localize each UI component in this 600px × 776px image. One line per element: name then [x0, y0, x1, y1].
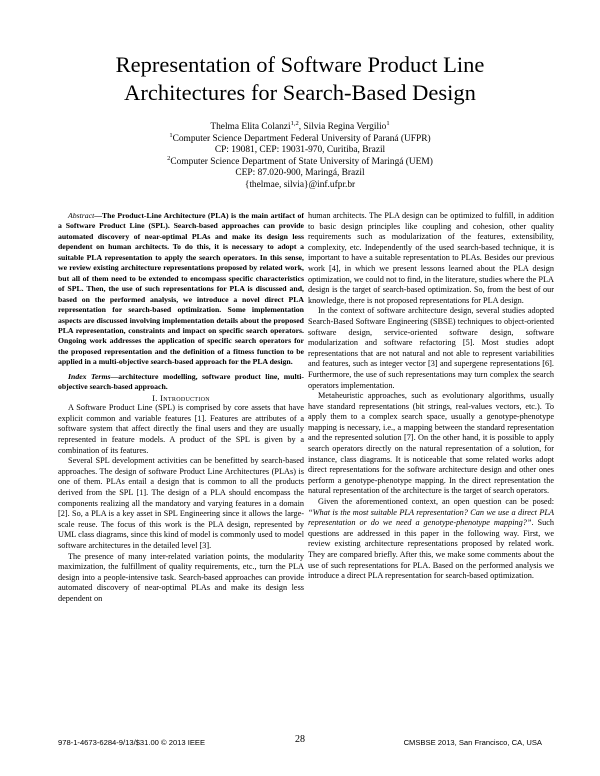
paragraph: human architects. The PLA design can be optimized to fulfill, in addition to basic design principles like coupling and cohesion, other quality requirements such as modularization of the features, extensibility, complexity, etc. Independently of the used search-based technique, it is important to have a suitable representation to PLAs. Besides our previous work [4], in which we present lessons learned about the PLA design optimization, we could not to find, in the literature, studies where the PLA design is the target of search-based optimization. So, from the best of our knowledge, there is not proposed representations for PLA design. — [308, 211, 554, 305]
title-line-1: Representation of Software Product Line — [115, 52, 485, 77]
affiliation-1-address: CP: 19081, CEP: 19031-970, Curitiba, Brazil — [214, 145, 386, 156]
right-column — [308, 211, 554, 582]
section-heading: I. Introduction — [152, 392, 210, 403]
author-block — [100, 119, 500, 192]
left-column — [58, 211, 304, 605]
paragraph: Metaheuristic approaches, such as evolutionary algorithms, usually have standard representations (bit strings, real-values vectors, etc.). To apply them to a complex search space, usually a genotype-phenotype mapping is necessary, i.e., a mapping between the standard representation and the represented solution [7]. On the other hand, it is possible to apply search operators directly on the natural representation of a solution, for instance, class diagrams. It is noticeable that some related works adopt direct representations for the software architecture design and other ones perform a genotype-phenotype mapping. In the direct representation the natural representation of the architecture is the target of search operators. — [308, 391, 554, 496]
paragraph: In the context of software architecture design, several studies adopted Search-Based Software Engineering (SBSE) techniques to object-oriented software design, service-oriented software design, software modularization and software refactoring [5]. Most studies adopt representations that are not natural and not able to represent variabilities and features, such as integer vector [3] and supergene representations [6]. Furthermore, the use of such representations may turn complex the search operators implementation. — [308, 306, 554, 390]
paragraph: A Software Product Line (SPL) is comprised by core assets that have explicit common and variable features [1]. Features are attributes of a software system that affect directly the final users and they are usually represented in feature models. A product of the SPL is given by a combination of its features. — [58, 403, 304, 455]
abstract: Abstract—The Product-Line Architecture (PLA) is the main artifact of a Software Product Line (SPL). Search-based approaches can provide automated discovery of near-optimal PLAs and make its design less dependent on human architects. To do this, it is necessary to adopt a suitable PLA representation to apply the search operators. In this sense, we review existing architecture representations proposed by related work, but all of them need to be extended to encompass specific characteristics of SPL. Then, the use of such representations for PLA is discussed and, based on the performed analysis, we introduce a novel direct PLA representation for search-based optimization. Some implementation aspects are discussed involving implementation details about the proposed PLA representation, constraints and impact on specific search operators. Ongoing work addresses the application of specific search operators for the proposed representation and the definition of a fitness function to be applied in a multi-objective search-based approach for the PLA design. — [58, 211, 304, 367]
author-names: Thelma Elita Colanzi$^{1,2}$, Silvia Regina Vergilio$^1$ — [210, 119, 390, 132]
footer-conference: CMSBSE 2013, San Francisco, CA, USA — [403, 738, 542, 747]
title-line-2: Architectures for Search-Based Design — [124, 80, 476, 105]
paragraph: Several SPL development activities can be benefitted by search-based approaches. The design of software Product Line Architectures (PLAs) is one of them. PLAs entail a design that is common to all the products derived from the SPL [1]. The design of a PLA should encompass the components realizing all the mandatory and varying features in a domain [2]. So, a PLA is a key asset in SPL Engineering since it allows the large-scale reuse. The focus of this work is the PLA design, represented by UML class diagrams, since this kind of model is commonly used to model software architectures in the detailed level [3]. — [58, 456, 304, 551]
affiliation-2-address: CEP: 87.020-900, Maringá, Brazil — [235, 168, 365, 179]
paragraph: The presence of many inter-related variation points, the modularity maximization, the fulfillment of quality requirements, etc., turn the PLA design into a people-intensive task. Search-based approaches can provide automated discovery of near-optimal PLAs and make its design less dependent on — [58, 551, 304, 603]
paper-title — [60, 51, 540, 107]
page-number: 28 — [295, 734, 305, 745]
index-terms: Index Terms—architecture modelling, software product line, multi-objective search-based approach. — [58, 371, 304, 392]
affiliation-1: $^1$Computer Science Department Federal University of Paraná (UFPR) — [169, 131, 431, 144]
paragraph: Given the aforementioned context, an open question can be posed: “What is the most suitable PLA representation? Can we use a direct PLA representation or do we need a genotype-phenotype mapping?”. Such questions are addressed in this paper in the following way. First, we review existing architecture representations proposed by related work. They are compared briefly. After this, we make some comments about the use of such representations for PLA. Based on the performed analysis we introduce a direct PLA representation for search-based optimization. — [308, 497, 554, 581]
footer-isbn: 978-1-4673-6284-9/13/$31.00 © 2013 IEEE — [58, 738, 206, 747]
affiliation-2: $^2$Computer Science Department of State University of Maringá (UEM) — [167, 154, 433, 167]
author-email: {thelmae, silvia}@inf.ufpr.br — [244, 179, 356, 190]
